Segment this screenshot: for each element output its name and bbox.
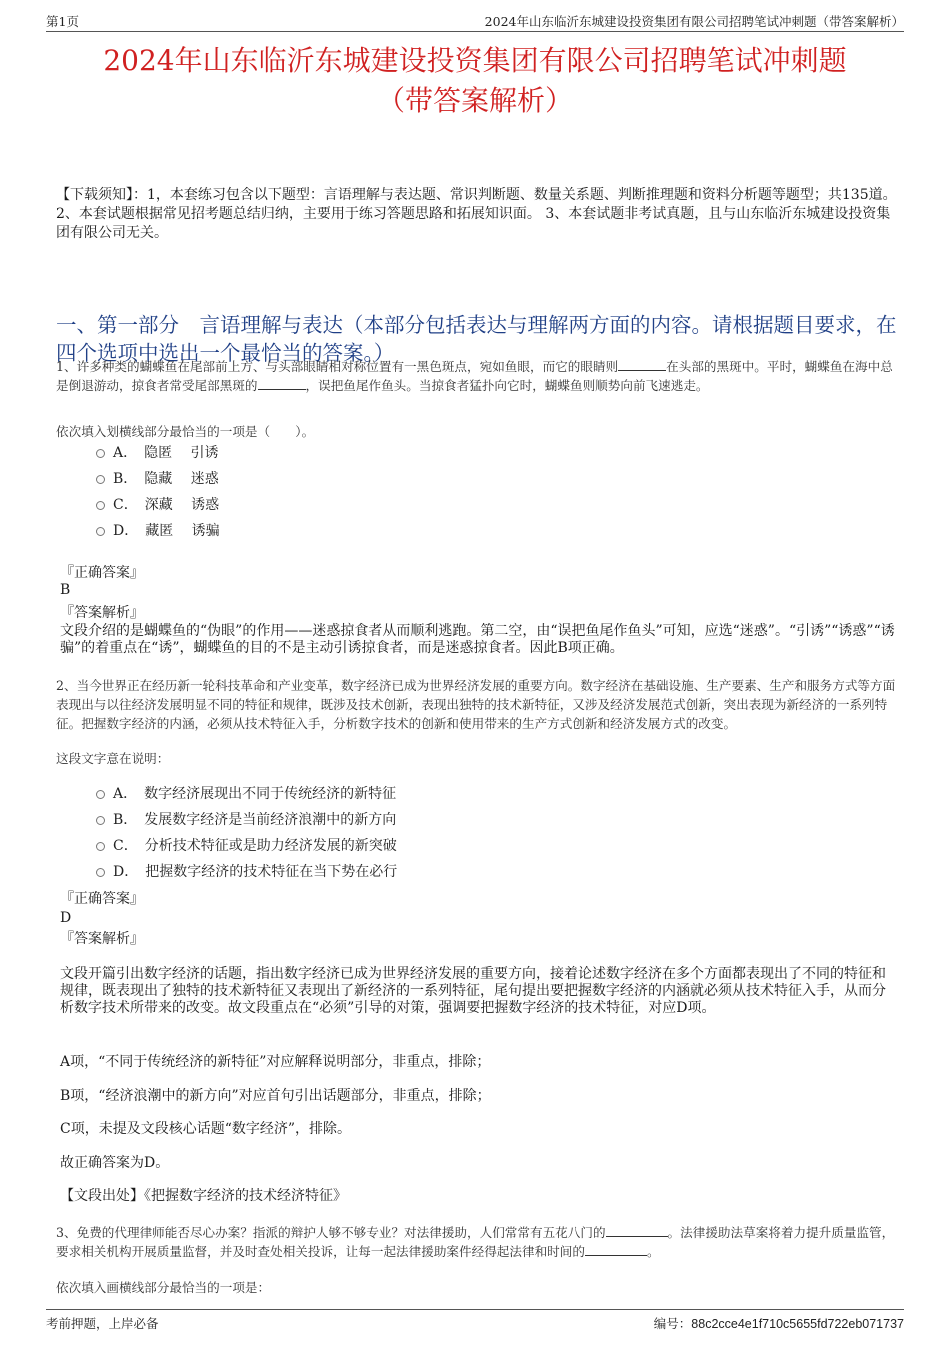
question-1-prompt: 依次填入划横线部分最恰当的一项是（ ）。 <box>56 424 315 439</box>
radio-button[interactable] <box>96 527 105 536</box>
running-header-title: 2024年山东临沂东城建设投资集团有限公司招聘笔试冲刺题（带答案解析） <box>484 14 904 29</box>
q2-option-b-label: B． 发展数字经济是当前经济浪潮中的新方向 <box>113 812 397 828</box>
q1-option-b-label: B． 隐藏 迷惑 <box>113 471 219 487</box>
q1-text-b: 在头部的黑斑中。平时，蝴蝶鱼在海中总是倒退游动，掠食者常受尾部黑斑的 <box>56 359 893 393</box>
q2-option-a-label: A． 数字经济展现出不同于传统经济的新特征 <box>113 786 397 802</box>
q2-answer-label: 『正确答案』 <box>60 891 144 907</box>
q1-option-c-label: C． 深藏 诱惑 <box>113 497 220 513</box>
q2-option-b[interactable] <box>96 809 396 831</box>
q2-option-a[interactable] <box>96 783 396 805</box>
q2-answer: D <box>60 910 72 926</box>
q1-answer-label: 『正确答案』 <box>60 565 144 581</box>
document-code-label: 编号： <box>653 1316 692 1331</box>
q3-text-c: 。 <box>646 1244 660 1259</box>
question-3-text <box>56 1223 902 1261</box>
q1-blank-1 <box>618 358 666 371</box>
question-2-text: 2、当今世界正在经历新一轮科技革命和产业变革，数字经济已成为世界经济发展的重要方向。数字经济在基础设施、生产要素、生产和服务方式等方面表现出与以往经济发展明显不同的特征和规律，既涉及技术创新，表现出独特的技术新特征，又涉及经济发展范式创新，突出表现为新经济的一系列特征。把握数字经济的内涵，必须从技术特征入手，分析数字技术的创新和使用带来的生产方式创新和经济发展方式的改变。 <box>56 678 896 731</box>
q3-text-b: 。法律援助法草案将着力提升质量监管，要求相关机构开展质量监督，并及时查处相关投诉，让每一起法律援助案件经得起法律和时间的 <box>56 1225 895 1259</box>
radio-button[interactable] <box>96 501 105 510</box>
q2-option-d[interactable] <box>96 861 397 883</box>
radio-button[interactable] <box>96 475 105 484</box>
q2-option-d-label: D． 把握数字经济的技术特征在当下势在必行 <box>113 864 398 880</box>
q1-text-c: ，误把鱼尾作鱼头。当掠食者猛扑向它时，蝴蝶鱼则顺势向前飞速逃走。 <box>305 378 709 393</box>
q3-text-a: 3、免费的代理律师能否尽心办案？指派的辩护人够不够专业？对法律援助，人们常常有五花八门的 <box>56 1225 606 1240</box>
q1-analysis-label: 『答案解析』 <box>60 605 144 621</box>
q2-note-b: B项，“经济浪潮中的新方向”对应首句引出话题部分，非重点，排除； <box>60 1088 491 1104</box>
question-1-text <box>56 357 902 395</box>
radio-button[interactable] <box>96 790 105 799</box>
radio-button[interactable] <box>96 816 105 825</box>
radio-button[interactable] <box>96 868 105 877</box>
document-code-value: 88c2cce4e1f710c5655fd722eb071737 <box>691 1317 904 1331</box>
question-3-prompt: 依次填入画横线部分最恰当的一项是： <box>56 1280 271 1295</box>
q1-option-a[interactable] <box>96 442 219 464</box>
question-2-prompt: 这段文字意在说明： <box>56 751 170 766</box>
q1-blank-2 <box>258 377 306 390</box>
radio-button[interactable] <box>96 842 105 851</box>
page-number: 第1页 <box>46 14 79 29</box>
q2-analysis-label: 『答案解析』 <box>60 931 144 947</box>
q2-analysis: 文段开篇引出数字经济的话题，指出数字经济已成为世界经济发展的重要方向，接着论述数字经济在多个方面都表现出了不同的特征和规律，既表现出了独特的技术新特征又表现出了新经济的一系列特征，尾句提出要把握数字经济的内涵就必须从技术特征入手，从而分析数字技术所带来的改变。故文段重点在“必须”引导的对策，强调要把握数字经济的技术特征，对应D项。 <box>60 966 886 1016</box>
q1-option-d[interactable] <box>96 520 220 542</box>
q1-option-d-label: D． 藏匿 诱骗 <box>113 523 220 539</box>
footer-divider <box>46 1309 904 1310</box>
document-title-line2: （带答案解析） <box>376 84 573 117</box>
document-code <box>654 1314 904 1332</box>
q1-text-a: 1、许多种类的蝴蝶鱼在尾部前上方、与头部眼睛相对称位置有一黑色斑点，宛如鱼眼，而它的眼睛则 <box>56 359 619 374</box>
q2-note-a: A项，“不同于传统经济的新特征”对应解释说明部分，非重点，排除； <box>60 1054 491 1070</box>
header-divider <box>46 31 904 32</box>
q2-source: 【文段出处】《把握数字经济的技术经济特征》 <box>60 1188 347 1204</box>
q2-conclusion: 故正确答案为D。 <box>60 1155 170 1171</box>
q3-blank-2 <box>585 1243 647 1256</box>
q2-option-c[interactable] <box>96 835 397 857</box>
q1-option-b[interactable] <box>96 468 219 490</box>
q2-option-c-label: C． 分析技术特征或是助力经济发展的新突破 <box>113 838 397 854</box>
q2-note-c: C项，未提及文段核心话题“数字经济”，排除。 <box>60 1121 352 1137</box>
q1-option-a-label: A． 隐匿 引诱 <box>113 445 219 461</box>
footer-slogan: 考前押题，上岸必备 <box>46 1316 159 1331</box>
download-notice: 【下载须知】：1，本套练习包含以下题型：言语理解与表达题、常识判断题、数量关系题、判断推理题和资料分析题等题型；共135道。 2、本套试题根据常见招考题总结归纳，主要用于练习答题思路和拓展知识面。 3、本套试题非考试真题，且与山东临沂东城建设投资集团有限公司无关。 <box>56 187 897 241</box>
q1-analysis: 文段介绍的是蝴蝶鱼的“伪眼”的作用——迷惑掠食者从而顺利逃跑。第二空，由“误把鱼尾作鱼头”可知，应选“迷惑”。“引诱”“诱惑”“诱骗”的着重点在“诱”，蝴蝶鱼的目的不是主动引诱掠食者，而是迷惑掠食者。因此B项正确。 <box>60 623 895 656</box>
q1-answer: B <box>60 582 71 598</box>
q3-blank-1 <box>606 1224 668 1237</box>
section-heading: 一、第一部分 言语理解与表达（本部分包括表达与理解两方面的内容。请根据题目要求，在四个选项中选出一个最恰当的答案。） <box>56 313 897 365</box>
document-title-line1: 2024年山东临沂东城建设投资集团有限公司招聘笔试冲刺题 <box>103 44 847 77</box>
q1-option-c[interactable] <box>96 494 219 516</box>
radio-button[interactable] <box>96 449 105 458</box>
